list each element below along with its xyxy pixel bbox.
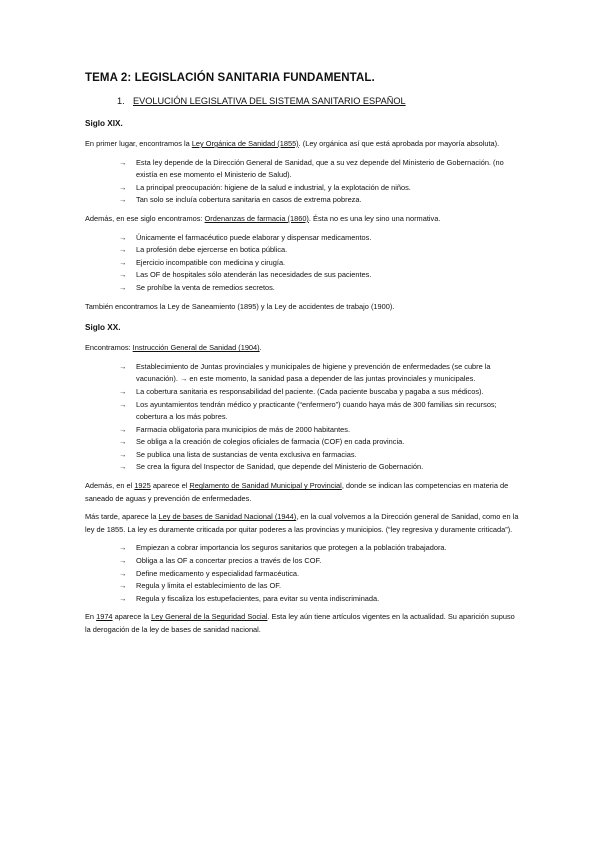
arrow-icon: →	[119, 195, 127, 205]
arrow-icon: →	[119, 581, 127, 591]
arrow-icon: →	[119, 437, 127, 447]
arrow-icon: →	[119, 245, 127, 255]
text-run: Más tarde, aparece la	[85, 512, 159, 522]
arrow-icon: →	[119, 157, 127, 167]
list-item-text: Ejercicio incompatible con medicina y cirugía.	[136, 257, 286, 267]
arrow-icon: →	[119, 568, 127, 578]
arrow-icon: →	[119, 270, 127, 280]
list-item-text: Se publica una lista de sustancias de venta exclusiva en farmacias.	[136, 449, 357, 459]
list-item	[119, 461, 519, 474]
arrow-icon: →	[119, 449, 127, 459]
paragraph-ley-general	[85, 611, 519, 636]
arrow-icon: →	[119, 556, 127, 566]
list-item	[119, 282, 519, 295]
bullet-list	[85, 157, 519, 207]
list-item-text: La profesión debe ejercerse en botica pública.	[136, 245, 288, 255]
arrow-icon: →	[119, 462, 127, 472]
arrow-icon: →	[119, 361, 127, 371]
text-run: Encontramos:	[85, 343, 133, 353]
document-title: TEMA 2: LEGISLACIÓN SANITARIA FUNDAMENTAL.	[85, 72, 375, 84]
text-run: , en la cual volvemos a la Dirección general de Sanidad, como en la ley de 1855. La ley es duramente criticada por quitar poderes a las provincias y municipios. (“ley regresiva y duramente criticada”).	[85, 512, 519, 534]
list-item	[119, 555, 519, 568]
list-item-text: Farmacia obligatoria para municipios de más de 2000 habitantes.	[136, 424, 351, 434]
arrow-icon: →	[119, 386, 127, 396]
text-run: En primer lugar, encontramos la	[85, 139, 192, 148]
list-item	[119, 593, 519, 606]
underlined-law-name: Reglamento de Sanidad Municipal y Provincial	[189, 481, 342, 491]
list-item-text: Empiezan a cobrar importancia los seguros sanitarios que protegen a la población trabajadora.	[136, 543, 447, 553]
list-item-text: Únicamente el farmacéutico puede elaborar y dispensar medicamentos.	[136, 232, 372, 242]
arrow-icon: →	[119, 182, 127, 192]
list-item-text: Las OF de hospitales sólo atenderán las necesidades de sus pacientes.	[136, 270, 372, 280]
arrow-icon: →	[119, 543, 127, 553]
list-item-text: Se crea la figura del Inspector de Sanidad, que depende del Ministerio de Gobernación.	[136, 462, 424, 472]
underlined-year: 1974	[96, 612, 113, 622]
list-item	[119, 399, 519, 424]
section-label: EVOLUCIÓN LEGISLATIVA DEL SISTEMA SANITARIO ESPAÑOL	[133, 96, 406, 106]
list-item	[119, 386, 519, 399]
arrow-icon: →	[119, 424, 127, 434]
underlined-law-name: Instrucción General de Sanidad (1904)	[132, 343, 260, 353]
bullet-list	[85, 361, 519, 474]
list-item	[119, 568, 519, 581]
arrow-icon: →	[119, 257, 127, 267]
underlined-law-name: Ley Orgánica de Sanidad (1855)	[191, 139, 299, 148]
arrow-icon: →	[119, 282, 127, 292]
text-run: aparece la	[112, 612, 152, 622]
bullet-list	[85, 542, 519, 605]
list-item	[119, 580, 519, 593]
section-heading	[117, 96, 519, 106]
underlined-law-name: Ley de bases de Sanidad Nacional (1944)	[158, 512, 297, 522]
paragraph-ley-organica	[85, 138, 519, 151]
paragraph-ordenanzas	[85, 213, 519, 226]
list-item	[119, 257, 519, 270]
list-item	[119, 269, 519, 282]
arrow-icon: →	[119, 593, 127, 603]
paragraph-reglamento	[85, 480, 519, 505]
paragraph-instruccion	[85, 342, 519, 355]
list-item	[119, 194, 519, 207]
list-item-text: Obliga a las OF a concertar precios a través de los COF.	[136, 556, 322, 566]
list-item-text: Esta ley depende de la Dirección General de Sanidad, que a su vez depende del Ministerio de Gobernación. (no existía en ese momento el Ministerio de Salud).	[136, 157, 504, 180]
list-item-text: Se prohíbe la venta de remedios secretos.	[136, 282, 275, 292]
text-run: . Esta ley aún tiene artículos vigentes en la actualidad. Su aparición supuso la derogación de la ley de bases de sanidad nacional.	[85, 612, 515, 634]
text-run: . Ésta no es una ley sino una normativa.	[308, 213, 441, 223]
underlined-law-name: Ordenanzas de farmacia (1860)	[204, 213, 309, 223]
list-item	[119, 449, 519, 462]
list-item	[119, 182, 519, 195]
list-item-text: Define medicamento y especialidad farmacéutica.	[136, 568, 300, 578]
text-run: aparece el	[150, 481, 190, 491]
underlined-law-name: Ley General de la Seguridad Social	[151, 612, 268, 622]
text-run: , donde se indican las competencias en materia de saneado de aguas y prevención de enfermedades.	[85, 481, 509, 503]
list-item	[119, 232, 519, 245]
paragraph-saneamiento: También encontramos la Ley de Saneamiento (1895) y la Ley de accidentes de trabajo (1900).	[85, 301, 395, 311]
arrow-icon: →	[119, 399, 127, 409]
underlined-year: 1925	[134, 481, 151, 491]
bullet-list	[85, 232, 519, 295]
list-item-text: Regula y limita el establecimiento de las OF.	[136, 581, 282, 591]
list-item	[119, 542, 519, 555]
text-run: En	[85, 612, 97, 622]
list-item-text: La principal preocupación: higiene de la salud e industrial, y la explotación de niños.	[136, 182, 411, 192]
list-item-text: Se obliga a la creación de colegios oficiales de farmacia (COF) en cada provincia.	[136, 437, 405, 447]
text-run: . (Ley orgánica así que está aprobada por mayoría absoluta).	[298, 139, 500, 148]
list-item	[119, 244, 519, 257]
list-item-text: La cobertura sanitaria es responsabilidad del paciente. (Cada paciente buscaba y pagaba a sus médicos).	[136, 386, 484, 396]
siglo-xix-heading: Siglo XIX.	[85, 119, 123, 128]
list-item	[119, 361, 519, 386]
list-item-text: Tan solo se incluía cobertura sanitaria en casos de extrema pobreza.	[136, 195, 362, 205]
section-number: 1.	[117, 96, 125, 106]
siglo-xx-heading: Siglo XX.	[85, 323, 121, 333]
list-item-text: Establecimiento de Juntas provinciales y municipales de higiene y prevención de enfermedades (se cubre la vacunación). → en este momento, la sanidad pasa a depender de las juntas provinciales y municipales.	[136, 361, 491, 384]
list-item	[119, 436, 519, 449]
list-item	[119, 424, 519, 437]
text-run: .	[259, 343, 262, 353]
list-item	[119, 157, 519, 182]
arrow-icon: →	[119, 232, 127, 242]
list-item-text: Regula y fiscaliza los estupefacientes, para evitar su venta indiscriminada.	[136, 593, 380, 603]
text-run: Además, en el	[85, 481, 135, 491]
paragraph-ley-bases	[85, 511, 519, 536]
list-item-text: Los ayuntamientos tendrán médico y practicante (“enfermero”) cuando haya más de 300 familias sin recursos; cobertura a los más pobres.	[136, 399, 497, 422]
text-run: Además, en ese siglo encontramos:	[85, 213, 205, 223]
